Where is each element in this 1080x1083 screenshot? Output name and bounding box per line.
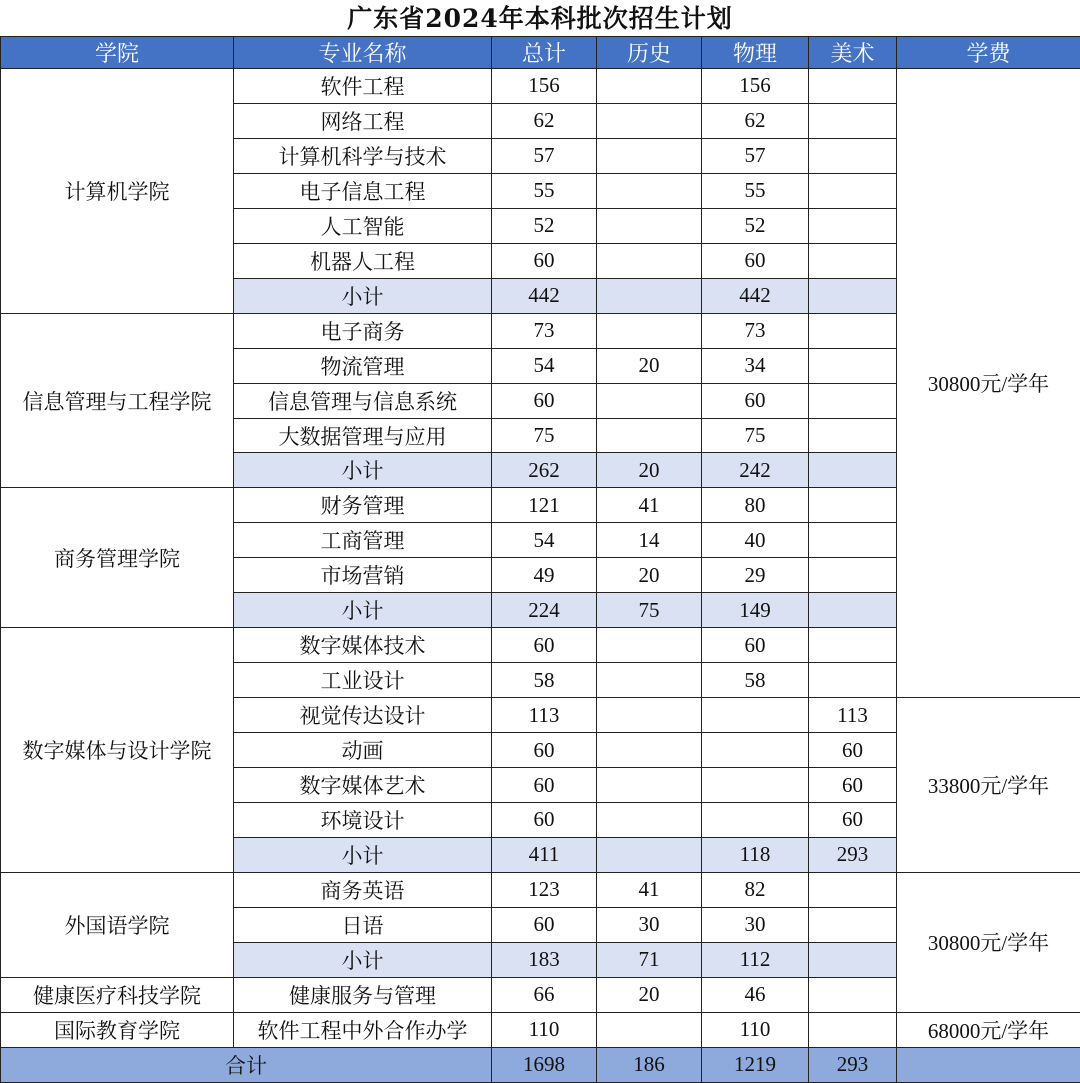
- column-header-college: 学院: [1, 37, 234, 69]
- major-cell: 电子信息工程: [234, 173, 492, 208]
- college-cell: 数字媒体与设计学院: [1, 628, 234, 873]
- history-cell: [597, 663, 702, 698]
- art-cell: [809, 383, 897, 418]
- major-cell: 动画: [234, 733, 492, 768]
- total-cell: 60: [492, 383, 597, 418]
- art-cell: [809, 103, 897, 138]
- subtotal-total: 411: [492, 837, 597, 872]
- total-cell: 66: [492, 977, 597, 1012]
- art-cell: [809, 558, 897, 593]
- physics-cell: [702, 698, 809, 733]
- tuition-cell: 30800元/学年: [897, 872, 1080, 1012]
- physics-cell: [702, 803, 809, 838]
- table-row: [1, 1012, 1080, 1047]
- subtotal-physics: 442: [702, 278, 809, 313]
- history-cell: [597, 383, 702, 418]
- subtotal-art: [809, 593, 897, 628]
- subtotal-label: 小计: [234, 837, 492, 872]
- physics-cell: 40: [702, 523, 809, 558]
- art-cell: [809, 313, 897, 348]
- college-cell: 商务管理学院: [1, 488, 234, 628]
- history-cell: [597, 628, 702, 663]
- subtotal-total: 183: [492, 942, 597, 977]
- table-row: [1, 69, 1080, 104]
- history-cell: 41: [597, 488, 702, 523]
- art-cell: [809, 69, 897, 104]
- tuition-cell: 30800元/学年: [897, 69, 1080, 698]
- major-cell: 软件工程: [234, 69, 492, 104]
- art-cell: [809, 173, 897, 208]
- physics-cell: 60: [702, 243, 809, 278]
- physics-cell: [702, 733, 809, 768]
- subtotal-total: 224: [492, 593, 597, 628]
- column-header-total: 总计: [492, 37, 597, 69]
- major-cell: 信息管理与信息系统: [234, 383, 492, 418]
- major-cell: 视觉传达设计: [234, 698, 492, 733]
- major-cell: 网络工程: [234, 103, 492, 138]
- tuition-cell: 33800元/学年: [897, 698, 1080, 873]
- total-cell: 113: [492, 698, 597, 733]
- physics-cell: 57: [702, 138, 809, 173]
- art-cell: 113: [809, 698, 897, 733]
- history-cell: [597, 69, 702, 104]
- history-cell: [597, 103, 702, 138]
- subtotal-art: [809, 942, 897, 977]
- column-header-art: 美术: [809, 37, 897, 69]
- history-cell: [597, 313, 702, 348]
- college-cell: 信息管理与工程学院: [1, 313, 234, 488]
- history-cell: [597, 138, 702, 173]
- art-cell: 60: [809, 768, 897, 803]
- total-cell: 60: [492, 907, 597, 942]
- history-cell: [597, 698, 702, 733]
- major-cell: 软件工程中外合作办学: [234, 1012, 492, 1047]
- total-cell: 54: [492, 523, 597, 558]
- physics-cell: 55: [702, 173, 809, 208]
- art-cell: [809, 418, 897, 453]
- major-cell: 市场营销: [234, 558, 492, 593]
- major-cell: 物流管理: [234, 348, 492, 383]
- physics-cell: 62: [702, 103, 809, 138]
- major-cell: 大数据管理与应用: [234, 418, 492, 453]
- physics-cell: 29: [702, 558, 809, 593]
- grand-total-tuition: [897, 1047, 1080, 1082]
- tuition-cell: 68000元/学年: [897, 1012, 1080, 1047]
- total-cell: 156: [492, 69, 597, 104]
- art-cell: [809, 243, 897, 278]
- major-cell: 工商管理: [234, 523, 492, 558]
- art-cell: [809, 208, 897, 243]
- physics-cell: 82: [702, 872, 809, 907]
- art-cell: [809, 663, 897, 698]
- subtotal-history: 71: [597, 942, 702, 977]
- subtotal-label: 小计: [234, 453, 492, 488]
- history-cell: [597, 243, 702, 278]
- major-cell: 数字媒体技术: [234, 628, 492, 663]
- history-cell: 20: [597, 348, 702, 383]
- physics-cell: 46: [702, 977, 809, 1012]
- art-cell: 60: [809, 733, 897, 768]
- major-cell: 日语: [234, 907, 492, 942]
- major-cell: 健康服务与管理: [234, 977, 492, 1012]
- physics-cell: 73: [702, 313, 809, 348]
- subtotal-physics: 242: [702, 453, 809, 488]
- history-cell: 41: [597, 872, 702, 907]
- art-cell: [809, 1012, 897, 1047]
- total-cell: 75: [492, 418, 597, 453]
- art-cell: [809, 907, 897, 942]
- history-cell: [597, 173, 702, 208]
- physics-cell: 60: [702, 628, 809, 663]
- physics-cell: 58: [702, 663, 809, 698]
- enrollment-plan-table: [0, 36, 1080, 1083]
- major-cell: 计算机科学与技术: [234, 138, 492, 173]
- total-cell: 58: [492, 663, 597, 698]
- major-cell: 环境设计: [234, 803, 492, 838]
- total-cell: 49: [492, 558, 597, 593]
- subtotal-label: 小计: [234, 942, 492, 977]
- column-header-history: 历史: [597, 37, 702, 69]
- history-cell: 14: [597, 523, 702, 558]
- subtotal-physics: 118: [702, 837, 809, 872]
- history-cell: [597, 803, 702, 838]
- grand-total-history: 186: [597, 1047, 702, 1082]
- grand-total-row: [1, 1047, 1080, 1082]
- subtotal-art: 293: [809, 837, 897, 872]
- grand-total-physics: 1219: [702, 1047, 809, 1082]
- total-cell: 55: [492, 173, 597, 208]
- history-cell: [597, 418, 702, 453]
- column-header-physics: 物理: [702, 37, 809, 69]
- history-cell: [597, 1012, 702, 1047]
- column-header-major: 专业名称: [234, 37, 492, 69]
- total-cell: 121: [492, 488, 597, 523]
- art-cell: [809, 872, 897, 907]
- subtotal-physics: 149: [702, 593, 809, 628]
- college-cell: 外国语学院: [1, 872, 234, 977]
- subtotal-history: [597, 837, 702, 872]
- total-cell: 60: [492, 628, 597, 663]
- major-cell: 财务管理: [234, 488, 492, 523]
- subtotal-history: 20: [597, 453, 702, 488]
- physics-cell: 75: [702, 418, 809, 453]
- total-cell: 60: [492, 243, 597, 278]
- subtotal-label: 小计: [234, 593, 492, 628]
- header-row: [1, 37, 1080, 69]
- college-cell: 计算机学院: [1, 69, 234, 314]
- grand-total-total: 1698: [492, 1047, 597, 1082]
- total-cell: 62: [492, 103, 597, 138]
- history-cell: [597, 733, 702, 768]
- total-cell: 52: [492, 208, 597, 243]
- physics-cell: 30: [702, 907, 809, 942]
- total-cell: 54: [492, 348, 597, 383]
- art-cell: [809, 488, 897, 523]
- college-cell: 国际教育学院: [1, 1012, 234, 1047]
- total-cell: 73: [492, 313, 597, 348]
- history-cell: [597, 208, 702, 243]
- physics-cell: 60: [702, 383, 809, 418]
- subtotal-history: [597, 278, 702, 313]
- major-cell: 人工智能: [234, 208, 492, 243]
- physics-cell: [702, 768, 809, 803]
- art-cell: [809, 977, 897, 1012]
- grand-total-label: 合计: [1, 1047, 492, 1082]
- physics-cell: 52: [702, 208, 809, 243]
- history-cell: 20: [597, 977, 702, 1012]
- physics-cell: 156: [702, 69, 809, 104]
- art-cell: 60: [809, 803, 897, 838]
- art-cell: [809, 138, 897, 173]
- total-cell: 110: [492, 1012, 597, 1047]
- subtotal-art: [809, 453, 897, 488]
- art-cell: [809, 348, 897, 383]
- major-cell: 电子商务: [234, 313, 492, 348]
- subtotal-total: 442: [492, 278, 597, 313]
- major-cell: 数字媒体艺术: [234, 768, 492, 803]
- physics-cell: 110: [702, 1012, 809, 1047]
- grand-total-art: 293: [809, 1047, 897, 1082]
- major-cell: 商务英语: [234, 872, 492, 907]
- total-cell: 57: [492, 138, 597, 173]
- physics-cell: 80: [702, 488, 809, 523]
- subtotal-label: 小计: [234, 278, 492, 313]
- total-cell: 123: [492, 872, 597, 907]
- page-title: 广东省2024年本科批次招生计划: [347, 4, 733, 33]
- total-cell: 60: [492, 803, 597, 838]
- college-cell: 健康医疗科技学院: [1, 977, 234, 1012]
- history-cell: 20: [597, 558, 702, 593]
- table-row: [1, 872, 1080, 907]
- major-cell: 机器人工程: [234, 243, 492, 278]
- subtotal-art: [809, 278, 897, 313]
- art-cell: [809, 628, 897, 663]
- subtotal-history: 75: [597, 593, 702, 628]
- total-cell: 60: [492, 768, 597, 803]
- history-cell: 30: [597, 907, 702, 942]
- history-cell: [597, 768, 702, 803]
- total-cell: 60: [492, 733, 597, 768]
- column-header-tuition: 学费: [897, 37, 1080, 69]
- art-cell: [809, 523, 897, 558]
- subtotal-total: 262: [492, 453, 597, 488]
- subtotal-physics: 112: [702, 942, 809, 977]
- physics-cell: 34: [702, 348, 809, 383]
- major-cell: 工业设计: [234, 663, 492, 698]
